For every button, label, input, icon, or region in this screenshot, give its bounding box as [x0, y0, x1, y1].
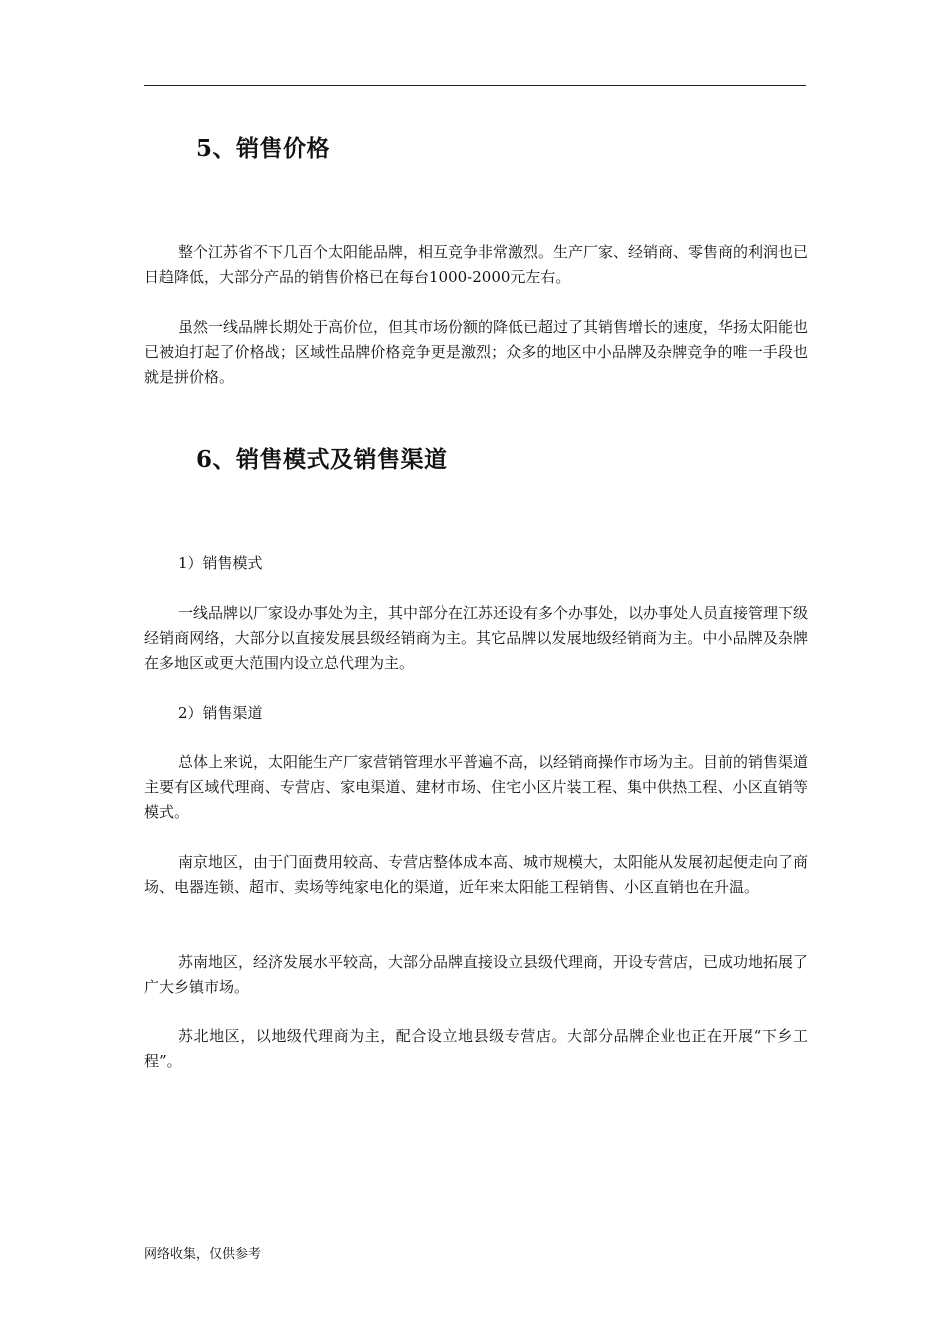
section-5-paragraph-1: 整个江苏省不下几百个太阳能品牌，相互竞争非常激烈。生产厂家、经销商、零售商的利润也已日趋降低，大部分产品的销售价格已在每台1000-2000元左右。: [144, 243, 809, 286]
header-rule: [144, 85, 806, 86]
sales-mode-paragraph: 一线品牌以厂家设办事处为主，其中部分在江苏还设有多个办事处，以办事处人员直接管理下级经销商网络，大部分以直接发展县级经销商为主。其它品牌以发展地级经销商为主。中小品牌及杂牌在多地区或更大范围内设立总代理为主。: [144, 604, 809, 672]
section-6-heading: 6、销售模式及销售渠道: [196, 446, 448, 473]
sales-channel-paragraph-2: 南京地区，由于门面费用较高、专营店整体成本高、城市规模大，太阳能从发展初起便走向了商场、电器连锁、超市、卖场等纯家电化的渠道，近年来太阳能工程销售、小区直销也在升温。: [144, 853, 809, 896]
sales-channel-paragraph-3: 苏南地区，经济发展水平较高，大部分品牌直接设立县级代理商，开设专营店，已成功地拓展了广大乡镇市场。: [144, 953, 809, 996]
sales-channel-paragraph-1: 总体上来说，太阳能生产厂家营销管理水平普遍不高，以经销商操作市场为主。目前的销售渠道主要有区域代理商、专营店、家电渠道、建材市场、住宅小区片装工程、集中供热工程、小区直销等模式。: [144, 753, 809, 821]
section-5-heading: 5、销售价格: [196, 135, 331, 162]
footer-note: 网络收集，仅供参考: [144, 1247, 262, 1262]
sales-channel-paragraph-4: 苏北地区，以地级代理商为主，配合设立地县级专营店。大部分品牌企业也正在开展“下乡工程”。: [144, 1027, 808, 1070]
section-5-paragraph-2: 虽然一线品牌长期处于高价位，但其市场份额的降低已超过了其销售增长的速度，华扬太阳能也已被迫打起了价格战；区域性品牌价格竞争更是激烈；众多的地区中小品牌及杂牌竞争的唯一手段也就是拼价格。: [144, 318, 809, 386]
subsection-sales-channel-title: 2）销售渠道: [178, 704, 263, 722]
subsection-sales-mode-title: 1）销售模式: [178, 554, 263, 572]
